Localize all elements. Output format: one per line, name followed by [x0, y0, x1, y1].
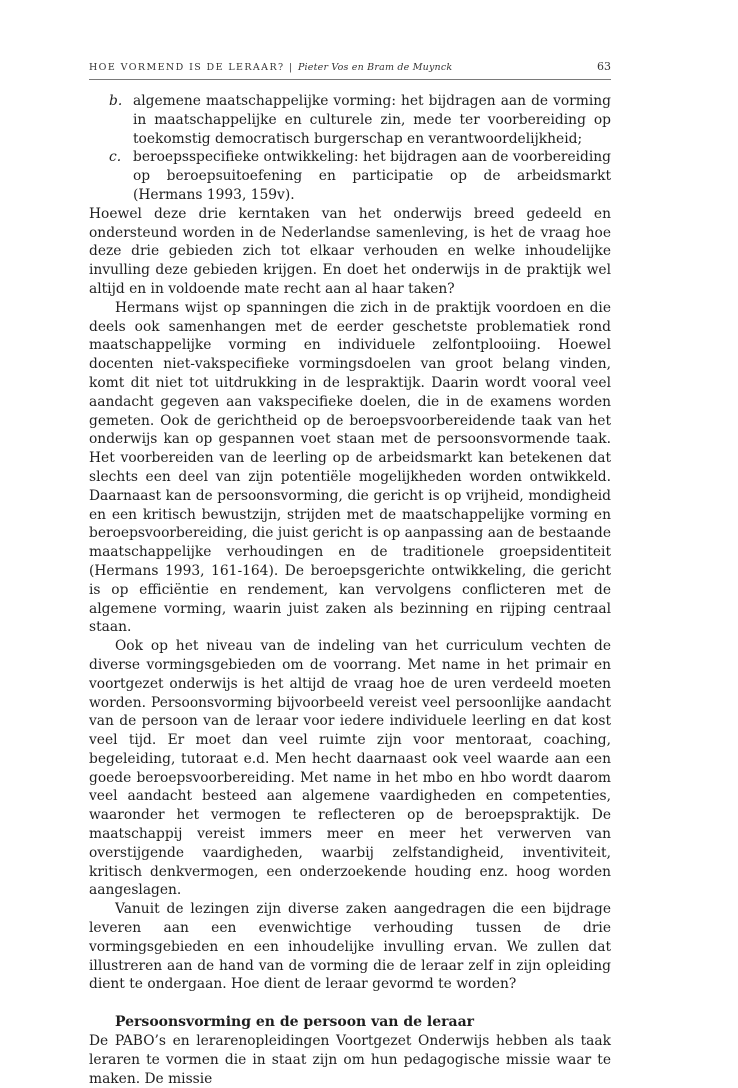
list-item	[109, 148, 611, 204]
list-item-text: algemene maatschappelijke vorming: het bijdragen aan de vorming in maatschappelijke en culturele zin, mede ter voorbereiding op toekomstig democratisch burgerschap en verantwoordelijkheid;	[133, 93, 611, 147]
running-header	[89, 60, 611, 80]
section-heading: Persoonsvorming en de persoon van de leraar	[115, 1014, 475, 1031]
list-item-text: beroepsspecifieke ontwikkeling: het bijdragen aan de voorbereiding op beroepsuitoefening en participatie op de arbeidsmarkt (Hermans 1993, 159v).	[133, 149, 611, 203]
running-title	[89, 62, 452, 73]
paragraph: Hoewel deze drie kerntaken van het onderwijs breed gedeeld en ondersteund worden in de Nederlandse samenleving, is het de vraag hoe deze drie gebieden zich tot elkaar verhouden en welke inhoudelijke invulling deze gebieden krijgen. En doet het onderwijs in de praktijk wel altijd en in voldoende mate recht aan al haar taken?	[89, 205, 611, 297]
book-title: HOE VORMEND IS DE LERAAR?	[89, 62, 285, 73]
list-item	[109, 92, 611, 148]
list-marker: b.	[109, 93, 123, 109]
paragraph: Vanuit de lezingen zijn diverse zaken aangedragen die een bijdrage leveren aan een evenwichtige verhouding tussen de drie vormingsgebieden en een inhoudelijke invulling ervan. We zullen dat illustreren aan de hand van de vorming die de leraar zelf in zijn opleiding dient te ondergaan. Hoe dient de leraar gevormd te worden?	[89, 901, 611, 993]
header-separator: |	[288, 62, 294, 73]
page	[89, 60, 611, 1088]
paragraph: Hermans wijst op spanningen die zich in de praktijk voordoen en die deels ook samenhangen met de eerder geschetste problematiek rond maatschappelijke vorming en individuele zelfontplooiing. Hoewel docenten niet-vakspecifieke vormingsdoelen van groot belang vinden, komt dit niet tot uitdrukking in de lespraktijk. Daarin wordt vooral veel aandacht gegeven aan vakspecifieke doelen, die in de examens worden gemeten. Ook de gerichtheid op de beroepsvoorbereidende taak van het onderwijs kan op gespannen voet staan met de persoonsvormende taak. Het voorbereiden van de leerling op de arbeidsmarkt kan betekenen dat slechts een deel van zijn potentiële mogelijkheden worden ontwikkeld. Daarnaast kan de persoonsvorming, die gericht is op vrijheid, mondigheid en een kritisch bewustzijn, strijden met de maatschappelijke vorming en beroepsvoorbereiding, die juist gericht is op aanpassing aan de bestaande maatschappelijke verhoudingen en de traditionele groepsidentiteit (Hermans 1993, 161-164). De beroepsgerichte ontwikkeling, die gericht is op efficiëntie en rendement, kan vervolgens conflicteren met de algemene vorming, waarin juist zaken als bezinning en rijping centraal staan.	[89, 299, 611, 636]
authors: Pieter Vos en Bram de Muynck	[297, 62, 453, 73]
kerntaken-list	[89, 92, 611, 205]
list-marker: c.	[109, 149, 122, 166]
page-number: 63	[597, 60, 611, 73]
paragraph: Ook op het niveau van de indeling van het curriculum vechten de diverse vormingsgebieden om de voorrang. Met name in het primair en voortgezet onderwijs is het altijd de vraag hoe de uren verdeeld moeten worden. Persoonsvorming bijvoorbeeld vereist veel persoonlijke aandacht van de persoon van de leraar voor iedere individuele leerling en dat kost veel tijd. Er moet dan veel ruimte zijn voor mentoraat, coaching, begeleiding, tutoraat e.d. Men hecht daarnaast ook veel waarde aan een goede beroepsvoorbereiding. Met name in het mbo en hbo wordt daarom veel aandacht besteed aan algemene vaardigheden en competenties, waaronder het vermogen te reflecteren op de beroepspraktijk. De maatschappij vereist immers meer en meer het verwerven van overstijgende vaardigheden, waarbij zelfstandigheid, inventiviteit, kritisch denkvermogen, een onderzoekende houding enz. hoog worden aangeslagen.	[89, 638, 611, 899]
paragraph: De PABO’s en lerarenopleidingen Voortgezet Onderwijs hebben als taak leraren te vormen die in staat zijn om hun pedagogische missie waar te maken. De missie	[89, 1033, 611, 1087]
